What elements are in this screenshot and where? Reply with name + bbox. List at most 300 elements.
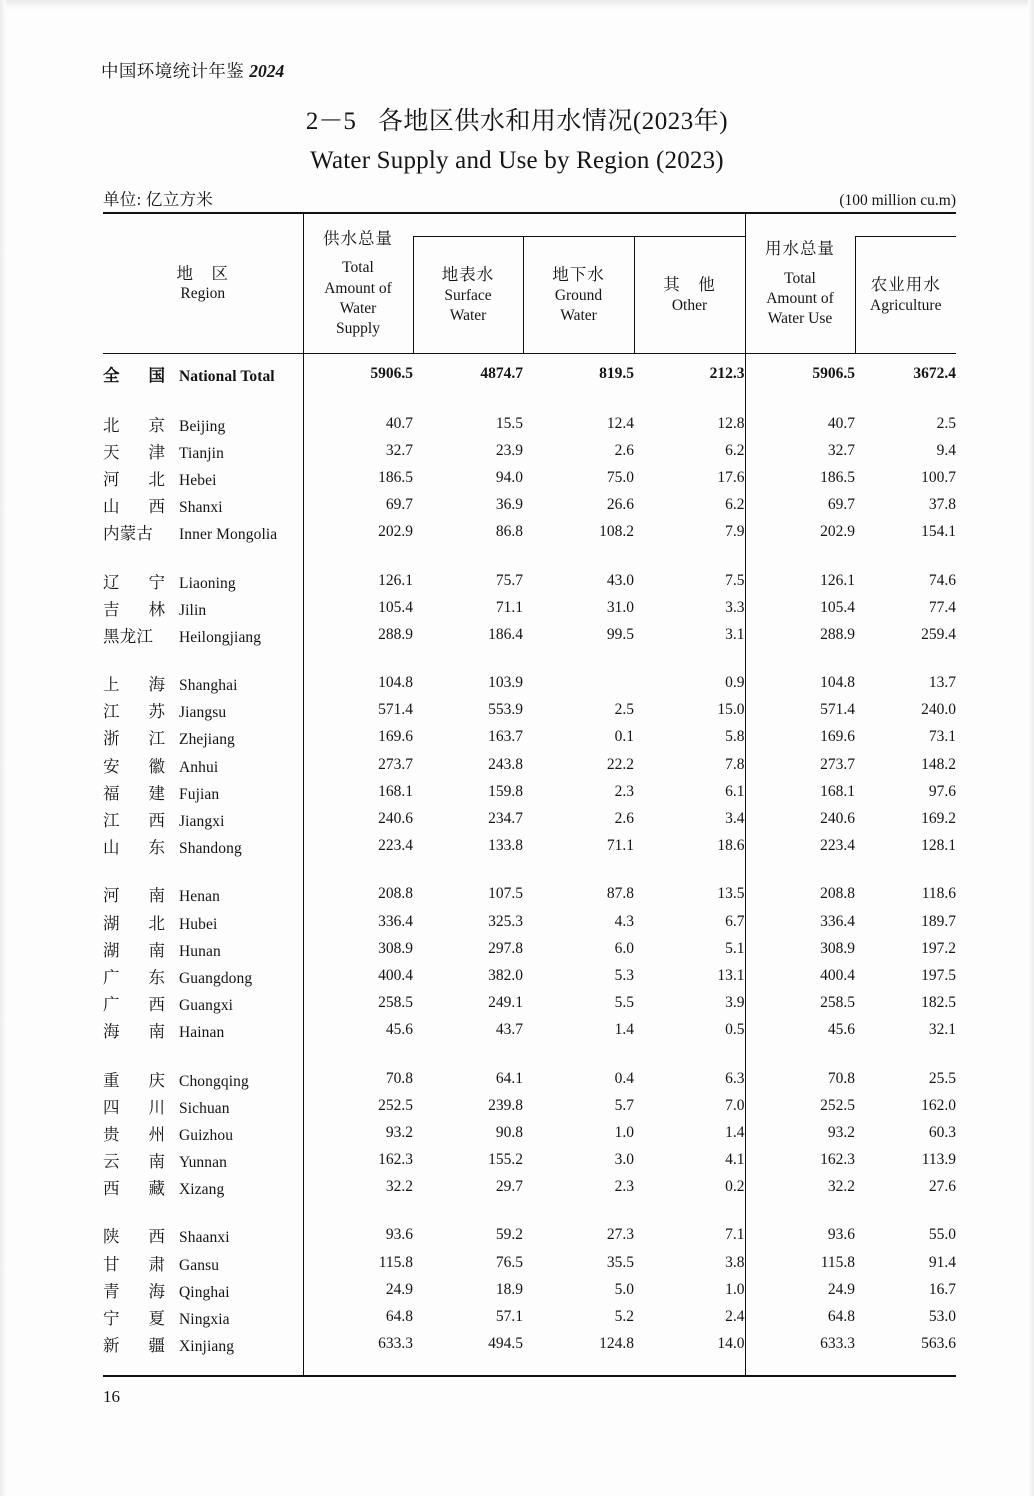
cell-total-supply: 93.6: [303, 1222, 413, 1249]
region-name-en: Shanghai: [179, 677, 238, 695]
cell-total-use: 104.8: [745, 670, 855, 697]
region-name-en: Ningxia: [179, 1311, 230, 1329]
region-name-en: Heilongjiang: [179, 628, 262, 646]
cell-other: 7.9: [725, 523, 745, 541]
region-cell: [103, 1174, 303, 1201]
cell-surface: 86.8: [495, 523, 523, 541]
header-ground-cn: 地下水: [552, 265, 605, 285]
table-row: [103, 833, 956, 860]
region-name-en: Hebei: [179, 471, 217, 489]
region-name-cn: 黑龙江: [103, 626, 154, 646]
region-name-cn: 辽宁: [103, 572, 165, 592]
table-row: [103, 1303, 956, 1330]
cell-total-supply: 168.1: [303, 778, 413, 805]
cell-ground: 5.0: [614, 1280, 634, 1298]
region-name-en: Chongqing: [179, 1072, 249, 1090]
table-body: [103, 354, 956, 1376]
cell-other: 12.8: [717, 414, 745, 432]
cell-agriculture: 55.0: [928, 1226, 956, 1244]
cell-surface: 75.7: [495, 571, 523, 589]
cell-other: 3.1: [725, 625, 745, 643]
table-row: [103, 724, 956, 751]
header-total-use-cn: 用水总量: [765, 239, 835, 259]
header-region-en: Region: [180, 285, 226, 303]
region-name-cn: 山西: [103, 497, 165, 517]
cell-other: 7.0: [725, 1096, 745, 1114]
cell-total-supply: 105.4: [303, 594, 413, 621]
table-title-en: Water Supply and Use by Region (2023): [310, 147, 724, 174]
cell-total-supply: 93.2: [303, 1119, 413, 1146]
cell-surface: 163.7: [488, 728, 523, 746]
header-agriculture-cn: 农业用水: [870, 275, 941, 295]
cell-total-supply: 45.6: [303, 1017, 413, 1044]
cell-total-supply: 5906.5: [303, 354, 413, 390]
region-name-cn: 海南: [103, 1022, 165, 1042]
cell-surface: 107.5: [488, 885, 523, 903]
cell-other: 6.7: [725, 912, 745, 930]
cell-other: 18.6: [717, 837, 745, 855]
region-name-en: Anhui: [179, 758, 219, 776]
group-spacer: [103, 649, 956, 670]
region-cell: [103, 1331, 303, 1361]
header-spacer-agriculture: [855, 213, 956, 237]
cell-ground: 35.5: [606, 1253, 634, 1271]
cell-total-use: 5906.5: [745, 354, 855, 390]
table-row: [103, 1222, 956, 1249]
cell-surface: 239.8: [488, 1096, 523, 1114]
region-name-cn: 湖北: [103, 913, 165, 933]
table-title-cn: [0, 101, 1034, 137]
header-total-supply-en-1: Total: [342, 259, 374, 277]
table-row: [103, 519, 956, 546]
cell-other: 6.1: [725, 782, 745, 800]
region-cell: [103, 751, 303, 778]
region-cell: [103, 1222, 303, 1249]
region-name-en: Gansu: [179, 1256, 220, 1274]
cell-total-use: 32.7: [745, 437, 855, 464]
cell-agriculture: 25.5: [928, 1069, 956, 1087]
cell-total-supply: 64.8: [303, 1303, 413, 1330]
region-name-en: Fujian: [179, 785, 220, 803]
region-name-cn: 宁夏: [103, 1309, 165, 1329]
cell-other: 0.9: [725, 674, 745, 692]
cell-agriculture: 74.6: [928, 571, 956, 589]
cell-other: 6.2: [725, 496, 745, 514]
region-name-cn: 内蒙古: [103, 524, 154, 544]
region-name-en: Shandong: [179, 840, 242, 858]
region-name-en: Xinjiang: [179, 1338, 235, 1356]
cell-total-supply: 162.3: [303, 1147, 413, 1174]
header-other-en-1: Other: [671, 296, 708, 314]
unit-label-cn: 单位: 亿立方米: [103, 190, 214, 209]
cell-ground: 108.2: [599, 523, 634, 541]
title-block: [0, 101, 1034, 175]
table-row: [103, 881, 956, 908]
region-name-cn: 广西: [103, 995, 165, 1015]
region-name-cn: 西藏: [103, 1179, 165, 1199]
cell-total-use: 40.7: [745, 410, 855, 437]
cell-total-use: 115.8: [745, 1249, 855, 1276]
cell-total-use: 571.4: [745, 697, 855, 724]
table-row: [103, 1065, 956, 1092]
region-cell: [103, 1119, 303, 1146]
cell-agriculture: 259.4: [921, 625, 956, 643]
cell-agriculture: 77.4: [928, 598, 956, 616]
cell-total-use: 126.1: [745, 567, 855, 594]
region-name-cn: 湖南: [103, 940, 165, 960]
table-bottom-rule: [103, 1361, 956, 1376]
table-row: [103, 1276, 956, 1303]
header-surface-en-2: Water: [449, 306, 487, 324]
table-row: [103, 697, 956, 724]
table-row: [103, 437, 956, 464]
region-name-en: Beijing: [179, 417, 226, 435]
region-cell: [103, 567, 303, 594]
cell-ground: 2.6: [614, 441, 634, 459]
cell-agriculture: 154.1: [921, 523, 956, 541]
cell-total-supply: 32.2: [303, 1174, 413, 1201]
header-cell-total-supply: [303, 213, 413, 354]
cell-total-use: 252.5: [745, 1092, 855, 1119]
cell-total-use: 162.3: [745, 1147, 855, 1174]
region-name-en: Inner Mongolia: [179, 526, 278, 544]
cell-total-supply: 115.8: [303, 1249, 413, 1276]
cell-agriculture: 240.0: [921, 701, 956, 719]
cell-agriculture: 169.2: [921, 810, 956, 828]
cell-total-supply: 32.7: [303, 437, 413, 464]
header-total-supply-en-4: Supply: [336, 319, 380, 337]
unit-row: [103, 186, 956, 210]
region-name-cn: 陕西: [103, 1227, 165, 1247]
cell-ground: 12.4: [606, 414, 634, 432]
region-cell: [103, 697, 303, 724]
cell-other: 212.3: [634, 354, 745, 390]
cell-total-supply: 208.8: [303, 881, 413, 908]
cell-ground: 4.3: [614, 912, 634, 930]
cell-total-use: 258.5: [745, 990, 855, 1017]
cell-agriculture: 2.5: [936, 414, 956, 432]
cell-total-use: 45.6: [745, 1017, 855, 1044]
table-row: [103, 751, 956, 778]
table-row: [103, 1119, 956, 1146]
cell-ground: 71.1: [606, 837, 634, 855]
region-name-en: National Total: [179, 367, 275, 385]
cell-other: 1.4: [725, 1123, 745, 1141]
cell-ground: 0.1: [614, 728, 634, 746]
region-name-cn: 浙江: [103, 729, 165, 749]
cell-ground: 87.8: [606, 885, 634, 903]
cell-surface: 59.2: [495, 1226, 523, 1244]
cell-agriculture: 13.7: [928, 674, 956, 692]
cell-other: 3.9: [725, 994, 745, 1012]
cell-surface: 249.1: [488, 994, 523, 1012]
region-cell: [103, 492, 303, 519]
header-cell-total-use: [745, 213, 855, 354]
cell-total-use: 186.5: [745, 464, 855, 491]
region-name-cn: 北京: [103, 415, 165, 435]
cell-total-supply: 336.4: [303, 908, 413, 935]
cell-total-supply: 258.5: [303, 990, 413, 1017]
cell-surface: 94.0: [495, 468, 523, 486]
running-head-title: 中国环境统计年鉴: [101, 61, 245, 81]
cell-ground: 124.8: [599, 1335, 634, 1353]
water-table-wrapper: [103, 212, 956, 1377]
cell-total-supply: 288.9: [303, 621, 413, 648]
region-name-cn: 河北: [103, 469, 165, 489]
region-name-cn: 江西: [103, 811, 165, 831]
table-row: [103, 990, 956, 1017]
region-cell: [103, 805, 303, 832]
region-cell: [103, 1065, 303, 1092]
cell-total-supply: 40.7: [303, 410, 413, 437]
table-row: [103, 670, 956, 697]
table-row: [103, 1249, 956, 1276]
cell-agriculture: 73.1: [928, 728, 956, 746]
header-total-supply-en-3: Water: [339, 299, 377, 317]
region-cell: [103, 908, 303, 935]
cell-ground: [523, 670, 634, 697]
cell-ground: 2.5: [614, 701, 634, 719]
group-spacer: [103, 860, 956, 881]
cell-surface: 553.9: [488, 701, 523, 719]
region-name-cn: 福建: [103, 783, 165, 803]
header-ground-en-2: Water: [560, 306, 597, 324]
region-cell: [103, 519, 303, 546]
cell-agriculture: 182.5: [921, 994, 956, 1012]
cell-surface: 71.1: [495, 598, 523, 616]
cell-total-use: 64.8: [745, 1303, 855, 1330]
cell-total-supply: 202.9: [303, 519, 413, 546]
region-name-cn: 天津: [103, 442, 165, 462]
table-row-national-total: [103, 354, 956, 390]
region-name-cn: 甘肃: [103, 1254, 165, 1274]
group-spacer: [103, 546, 956, 567]
region-name-en: Qinghai: [179, 1283, 230, 1301]
region-name-cn: 河南: [103, 886, 165, 906]
table-row: [103, 567, 956, 594]
header-total-use-en-3: Water Use: [767, 309, 833, 327]
cell-other: 15.0: [717, 701, 745, 719]
cell-ground: 5.3: [614, 966, 634, 984]
cell-ground: 2.3: [614, 1178, 634, 1196]
table-row: [103, 1331, 956, 1361]
region-name-cn: 云南: [103, 1152, 165, 1172]
region-name-en: Guangdong: [179, 969, 253, 987]
table-row: [103, 621, 956, 648]
cell-agriculture: 118.6: [921, 885, 956, 903]
header-surface-cn: 地表水: [441, 265, 495, 285]
region-name-cn: 江苏: [103, 702, 165, 722]
region-name-cn: 广东: [103, 967, 165, 987]
cell-agriculture: 97.6: [928, 782, 956, 800]
cell-total-supply: 252.5: [303, 1092, 413, 1119]
region-cell: [103, 962, 303, 989]
region-name-en: Guizhou: [179, 1126, 234, 1144]
cell-other: 17.6: [717, 468, 745, 486]
cell-ground: 0.4: [614, 1069, 634, 1087]
cell-ground: 43.0: [606, 571, 634, 589]
table-row: [103, 805, 956, 832]
header-spacer-surface: [413, 213, 523, 237]
region-cell: [103, 670, 303, 697]
cell-surface: 382.0: [488, 966, 523, 984]
header-total-supply-cn: 供水总量: [323, 229, 393, 248]
cell-total-supply: 273.7: [303, 751, 413, 778]
cell-total-supply: 308.9: [303, 935, 413, 962]
table-row: [103, 1147, 956, 1174]
header-cell-other: [634, 237, 745, 354]
table-head: [103, 213, 956, 354]
cell-agriculture: 27.6: [928, 1178, 956, 1196]
cell-agriculture: 162.0: [921, 1096, 956, 1114]
header-total-supply-en-2: Amount of: [324, 279, 392, 297]
cell-total-supply: 70.8: [303, 1065, 413, 1092]
cell-ground: 27.3: [606, 1226, 634, 1244]
cell-agriculture: 91.4: [928, 1253, 956, 1271]
page-number: 16: [103, 1387, 120, 1406]
region-name-cn: 四川: [103, 1097, 165, 1117]
cell-surface: 243.8: [488, 755, 523, 773]
region-cell: [103, 935, 303, 962]
cell-agriculture: 9.4: [936, 441, 956, 459]
cell-total-use: 32.2: [745, 1174, 855, 1201]
header-cell-agriculture: [855, 237, 956, 354]
region-name-en: Yunnan: [179, 1154, 227, 1172]
table-row: [103, 594, 956, 621]
header-spacer-other: [634, 213, 745, 237]
header-total-use-en-2: Amount of: [766, 289, 834, 307]
region-name-en: Liaoning: [179, 574, 236, 592]
cell-ground: 75.0: [606, 468, 634, 486]
cell-surface: 36.9: [495, 496, 523, 514]
table-row: [103, 410, 956, 437]
cell-total-supply: 240.6: [303, 805, 413, 832]
table-row: [103, 962, 956, 989]
cell-ground: 99.5: [606, 625, 634, 643]
header-cell-region: [103, 213, 303, 354]
cell-surface: 155.2: [488, 1151, 523, 1169]
running-head: [101, 58, 284, 83]
running-head-year: 2024: [249, 61, 285, 81]
cell-agriculture: 563.6: [921, 1335, 956, 1353]
region-name-cn: 安徽: [103, 756, 165, 776]
cell-other: 3.8: [725, 1253, 745, 1271]
region-cell: [103, 833, 303, 860]
cell-total-supply: 400.4: [303, 962, 413, 989]
header-ground-en-1: Ground: [554, 286, 603, 304]
region-name-cn: 重庆: [103, 1070, 165, 1090]
cell-surface: 43.7: [495, 1021, 523, 1039]
cell-ground: 2.6: [614, 810, 634, 828]
cell-total-supply: 186.5: [303, 464, 413, 491]
cell-ground: 1.0: [614, 1123, 634, 1141]
region-cell: [103, 594, 303, 621]
region-cell: [103, 1017, 303, 1044]
cell-ground: 3.0: [614, 1151, 634, 1169]
cell-ground: 5.5: [614, 994, 634, 1012]
table-row: [103, 1017, 956, 1044]
header-agriculture-en-1: Agriculture: [870, 296, 942, 314]
region-name-en: Jilin: [179, 601, 207, 619]
header-total-use-en-1: Total: [784, 269, 816, 287]
header-region-cn: 地 区: [176, 263, 229, 283]
cell-surface: 64.1: [495, 1069, 523, 1087]
cell-total-use: 208.8: [745, 881, 855, 908]
cell-other: 1.0: [725, 1280, 745, 1298]
cell-other: 5.8: [725, 728, 745, 746]
region-cell: [103, 621, 303, 648]
region-cell: [103, 881, 303, 908]
cell-total-use: 273.7: [745, 751, 855, 778]
cell-total-use: 400.4: [745, 962, 855, 989]
cell-total-supply: 633.3: [303, 1331, 413, 1361]
cell-ground: 26.6: [606, 496, 634, 514]
cell-surface: 103.9: [488, 674, 523, 692]
cell-total-use: 168.1: [745, 778, 855, 805]
header-cell-surface-water: [413, 237, 523, 354]
cell-other: 13.5: [717, 885, 745, 903]
unit-label-en: (100 million cu.m): [839, 192, 956, 209]
cell-surface: 297.8: [488, 939, 523, 957]
cell-surface: 186.4: [488, 625, 523, 643]
table-row: [103, 908, 956, 935]
region-cell: [103, 1303, 303, 1330]
cell-agriculture: 128.1: [921, 837, 956, 855]
cell-total-use: 633.3: [745, 1331, 855, 1361]
cell-ground: 5.2: [614, 1308, 634, 1326]
cell-agriculture: 60.3: [928, 1123, 956, 1141]
region-cell: [103, 410, 303, 437]
cell-surface: 90.8: [495, 1123, 523, 1141]
region-name-cn: 全国: [103, 365, 165, 385]
cell-other: 6.3: [725, 1069, 745, 1087]
cell-total-use: 308.9: [745, 935, 855, 962]
cell-other: 3.3: [725, 598, 745, 616]
region-name-cn: 吉林: [103, 599, 165, 619]
cell-surface: 133.8: [488, 837, 523, 855]
region-name-en: Shanxi: [179, 499, 223, 517]
cell-ground: 22.2: [606, 755, 634, 773]
header-surface-en-1: Surface: [444, 286, 492, 304]
region-name-en: Hunan: [179, 942, 221, 960]
cell-surface: 57.1: [495, 1308, 523, 1326]
cell-agriculture: 197.2: [921, 939, 956, 957]
region-cell: [103, 724, 303, 751]
cell-surface: 18.9: [495, 1280, 523, 1298]
region-name-cn: 上海: [103, 675, 165, 695]
header-row-group: [103, 213, 956, 237]
cell-ground: 819.5: [523, 354, 634, 390]
cell-other: 14.0: [717, 1335, 745, 1353]
region-name-cn: 新疆: [103, 1336, 165, 1356]
cell-agriculture: 16.7: [928, 1280, 956, 1298]
cell-total-supply: 104.8: [303, 670, 413, 697]
region-cell: [103, 990, 303, 1017]
cell-other: 13.1: [717, 966, 745, 984]
cell-total-supply: 69.7: [303, 492, 413, 519]
region-name-cn: 青海: [103, 1281, 165, 1301]
region-name-en: Guangxi: [179, 997, 234, 1015]
cell-agriculture: 100.7: [921, 468, 956, 486]
region-name-en: Tianjin: [179, 444, 224, 462]
region-name-en: Shaanxi: [179, 1229, 230, 1247]
cell-total-use: 93.6: [745, 1222, 855, 1249]
region-name-en: Xizang: [179, 1181, 225, 1199]
table-row: [103, 778, 956, 805]
table-row: [103, 935, 956, 962]
cell-other: 7.8: [725, 755, 745, 773]
cell-total-supply: 571.4: [303, 697, 413, 724]
